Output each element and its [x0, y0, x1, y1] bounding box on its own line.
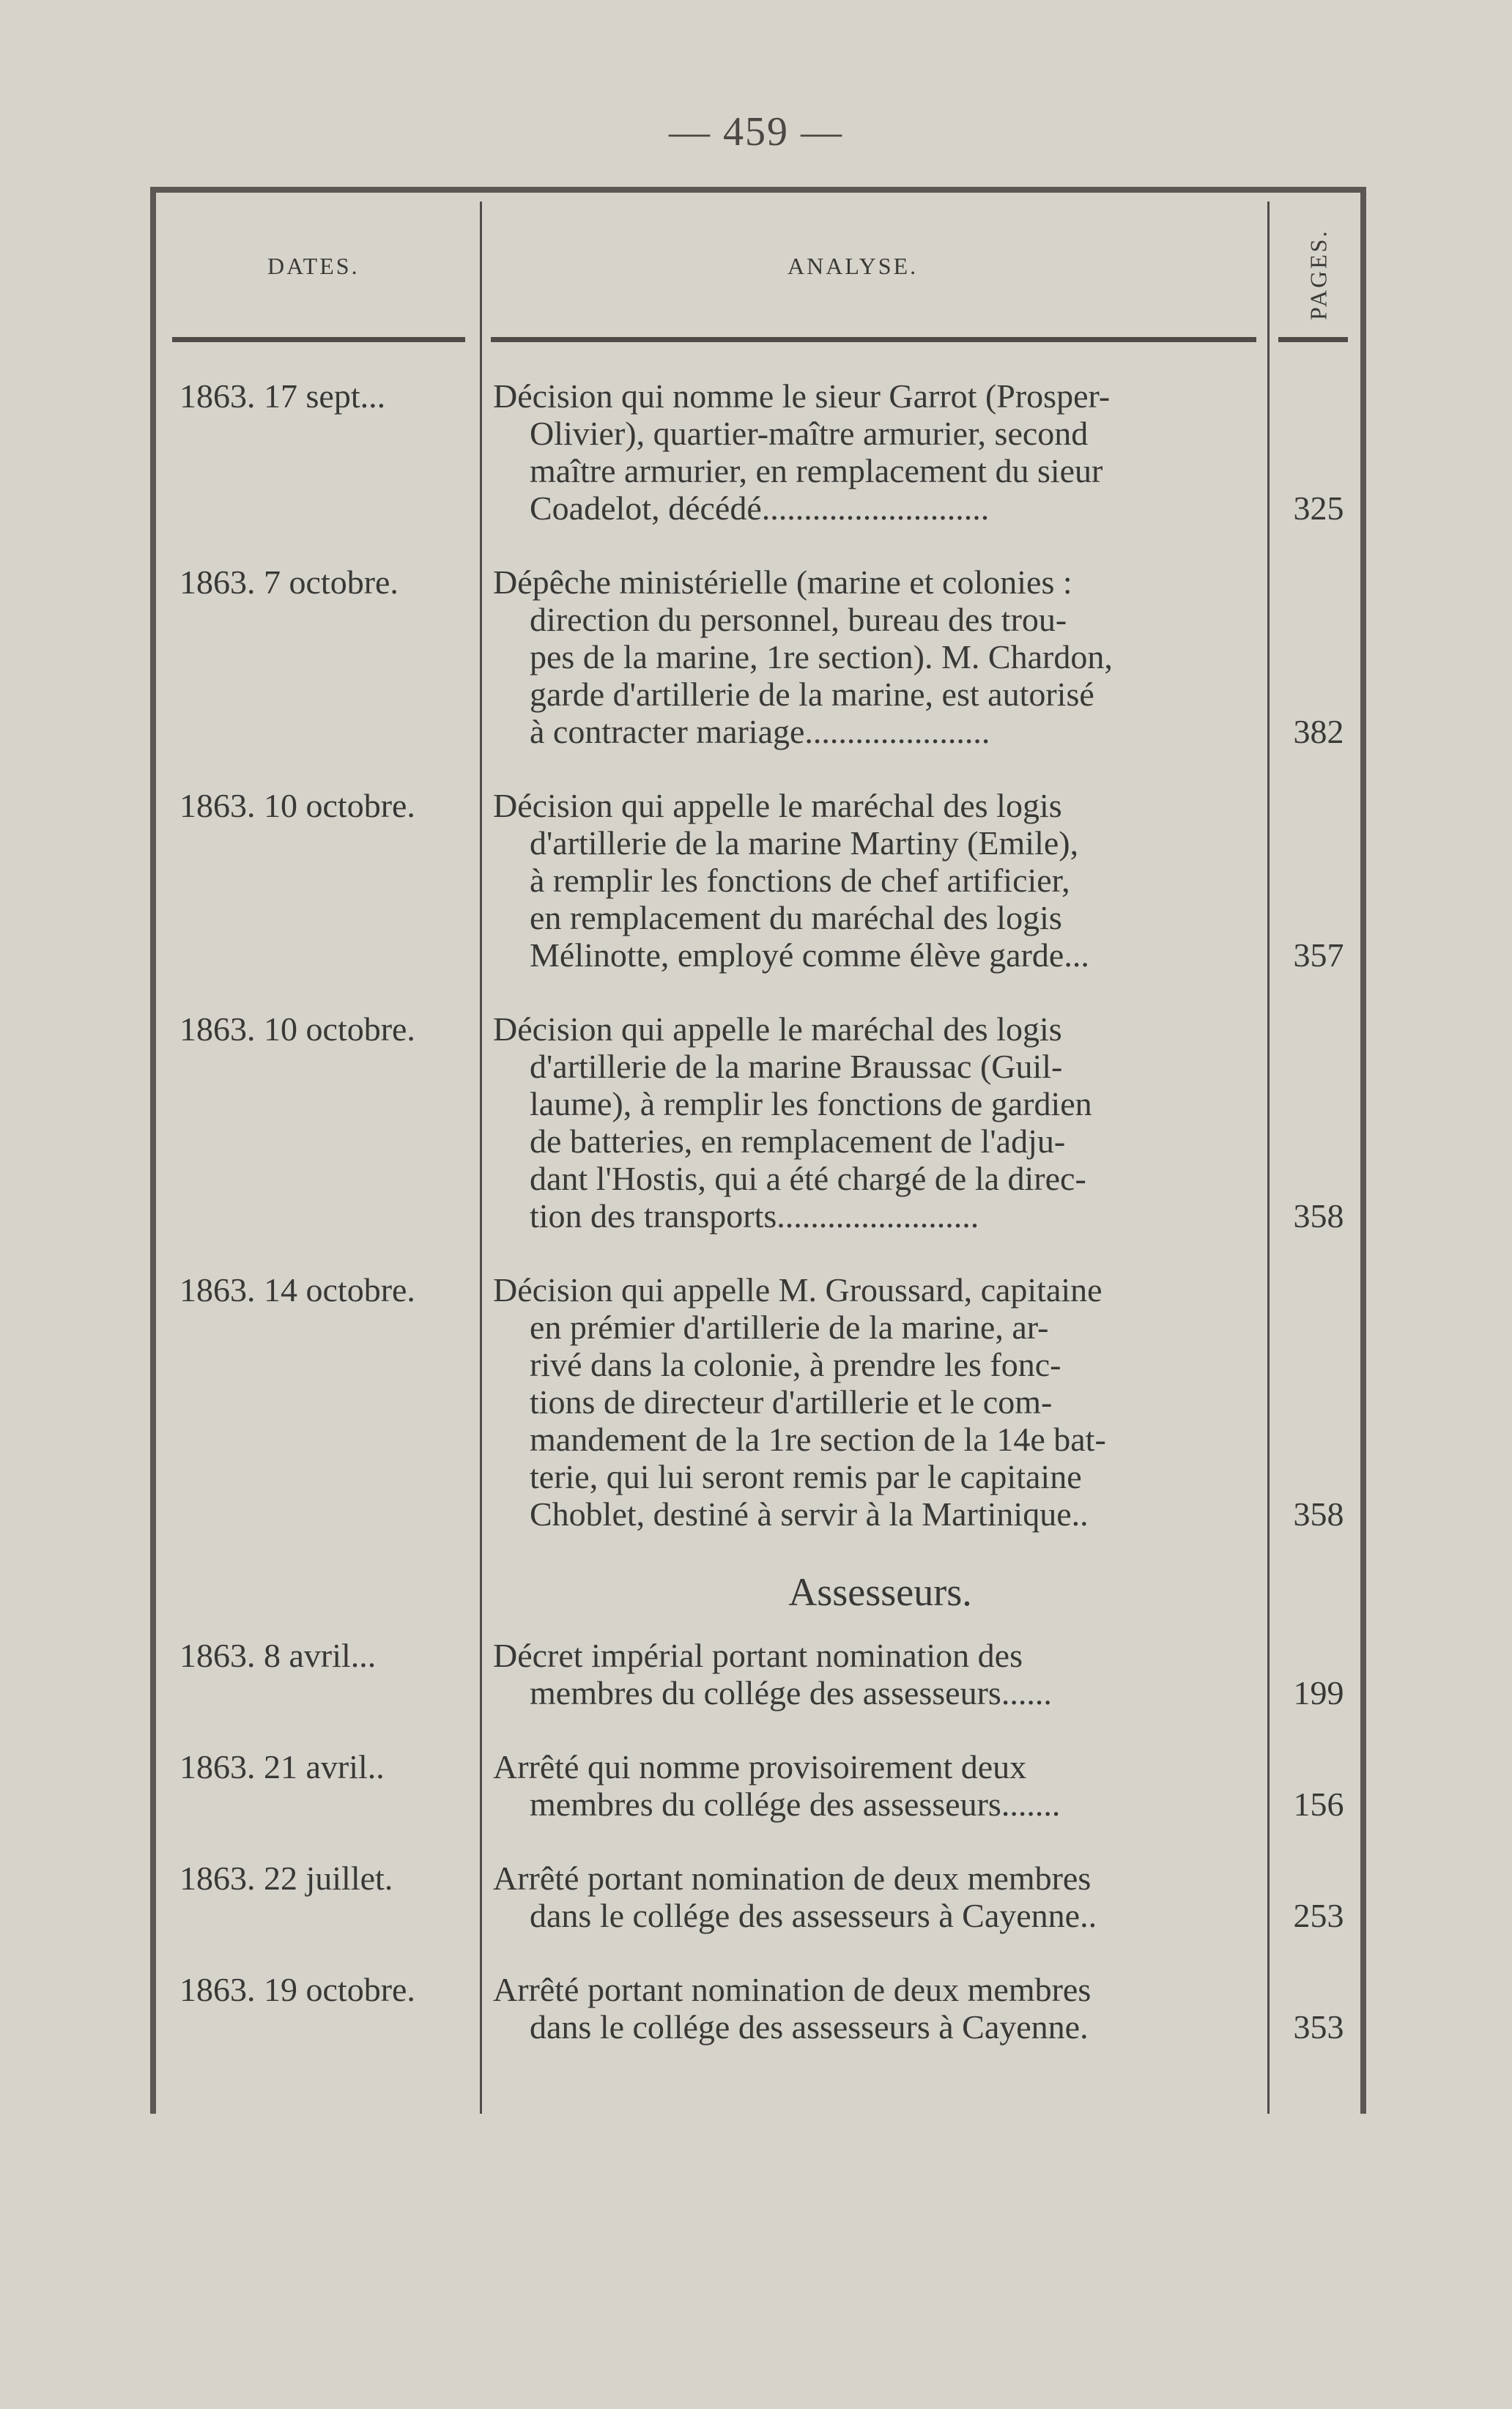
- table-row: [150, 787, 1366, 974]
- header-rule-pages: [1278, 337, 1348, 342]
- analysis-line: Arrêté portant nomination de deux membres: [493, 1971, 1092, 2008]
- analysis-line: mandement de la 1re section de la 14e bat-: [530, 1421, 1106, 1458]
- analysis-line: Coadelot, décédé...........................: [530, 489, 990, 527]
- analysis-line: dans le collége des assesseurs à Cayenne.: [530, 2008, 1089, 2046]
- section-title: Assesseurs.: [788, 1570, 972, 1614]
- entries-list: [150, 377, 1366, 2082]
- entry-date: 1863. 19 octobre.: [179, 1971, 415, 2008]
- table-row: [150, 563, 1366, 750]
- analysis-line: dant l'Hostis, qui a été chargé de la direc-: [530, 1160, 1086, 1197]
- entry-date: 1863. 21 avril..: [179, 1748, 385, 1786]
- analysis-line: garde d'artillerie de la marine, est autorisé: [530, 676, 1094, 713]
- analysis-line: membres du collége des assesseurs......: [530, 1674, 1052, 1712]
- entry-date: 1863. 17 sept...: [179, 377, 386, 415]
- table-row: [150, 1637, 1366, 1712]
- entry-analysis: [493, 377, 1262, 527]
- entry-page: 382: [1293, 713, 1344, 750]
- page-number: — 459 —: [669, 109, 843, 155]
- entry-date: 1863. 14 octobre.: [179, 1271, 415, 1309]
- entry-page: 253: [1293, 1897, 1344, 1934]
- analysis-line: d'artillerie de la marine Braussac (Guil-: [530, 1048, 1063, 1085]
- entry-analysis: [493, 1010, 1262, 1235]
- analysis-line: Décision qui appelle M. Groussard, capitaine: [493, 1271, 1102, 1309]
- table-row: [150, 1860, 1366, 1934]
- entry-analysis: [493, 563, 1262, 750]
- analysis-line: direction du personnel, bureau des trou-: [530, 601, 1067, 638]
- table-row: [150, 1010, 1366, 1235]
- entry-page: 353: [1293, 2008, 1344, 2046]
- entry-page: 199: [1293, 1674, 1344, 1712]
- header-analyse: ANALYSE.: [788, 253, 919, 279]
- entry-date: 1863. 10 octobre.: [179, 1010, 415, 1048]
- analysis-line: Décision qui appelle le maréchal des logis: [493, 787, 1062, 824]
- analysis-line: de batteries, en remplacement de l'adju-: [530, 1122, 1066, 1160]
- analysis-line: en prémier d'artillerie de la marine, ar-: [530, 1309, 1049, 1346]
- entry-analysis: [493, 1860, 1262, 1934]
- analysis-line: Choblet, destiné à servir à la Martinique..: [530, 1495, 1089, 1533]
- entry-analysis: [493, 1637, 1262, 1712]
- entry-analysis: [493, 1271, 1262, 1533]
- entry-page: 156: [1293, 1786, 1344, 1823]
- table-top-border: [150, 187, 1366, 193]
- analysis-line: Dépêche ministérielle (marine et colonies :: [493, 563, 1072, 601]
- header-dates: DATES.: [267, 253, 360, 279]
- entry-analysis: [493, 1748, 1262, 1823]
- analysis-line: Décret impérial portant nomination des: [493, 1637, 1023, 1674]
- table-row: [150, 1271, 1366, 1533]
- analysis-line: rivé dans la colonie, à prendre les fonc-: [530, 1346, 1061, 1383]
- analysis-line: en remplacement du maréchal des logis: [530, 899, 1062, 936]
- entry-page: 358: [1293, 1197, 1344, 1235]
- table-row: [150, 1971, 1366, 2046]
- analysis-line: Arrêté portant nomination de deux membres: [493, 1860, 1092, 1897]
- analysis-line: d'artillerie de la marine Martiny (Emile),: [530, 824, 1079, 862]
- analysis-line: terie, qui lui seront remis par le capitaine: [530, 1458, 1082, 1495]
- index-table: [150, 187, 1366, 2114]
- table-row: [150, 1748, 1366, 1823]
- entry-analysis: [493, 787, 1262, 974]
- entry-date: 1863. 10 octobre.: [179, 787, 415, 824]
- analysis-line: dans le collége des assesseurs à Cayenne..: [530, 1897, 1097, 1934]
- header-rule-analyse: [491, 337, 1256, 342]
- analysis-line: maître armurier, en remplacement du sieur: [530, 452, 1103, 489]
- analysis-line: Décision qui appelle le maréchal des logis: [493, 1010, 1062, 1048]
- analysis-line: membres du collége des assesseurs.......: [530, 1786, 1061, 1823]
- header-pages: PAGES.: [1305, 229, 1332, 321]
- analysis-line: tions de directeur d'artillerie et le com-: [530, 1383, 1053, 1421]
- header-rule-dates: [172, 337, 465, 342]
- analysis-line: pes de la marine, 1re section). M. Chardon,: [530, 638, 1113, 676]
- entry-analysis: [493, 1971, 1262, 2046]
- analysis-line: à remplir les fonctions de chef artificier,: [530, 862, 1070, 899]
- analysis-line: à contracter mariage......................: [530, 713, 990, 750]
- analysis-line: laume), à remplir les fonctions de gardien: [530, 1085, 1092, 1122]
- entry-page: 357: [1293, 936, 1344, 974]
- analysis-line: tion des transports........................: [530, 1197, 979, 1235]
- analysis-line: Olivier), quartier-maître armurier, second: [530, 415, 1089, 452]
- analysis-line: Arrêté qui nomme provisoirement deux: [493, 1748, 1027, 1786]
- entry-date: 1863. 22 juillet.: [179, 1860, 393, 1897]
- table-row: [150, 377, 1366, 527]
- entry-page: 358: [1293, 1495, 1344, 1533]
- entry-date: 1863. 7 octobre.: [179, 563, 399, 601]
- entry-date: 1863. 8 avril...: [179, 1637, 377, 1674]
- analysis-line: Mélinotte, employé comme élève garde...: [530, 936, 1089, 974]
- entry-page: 325: [1293, 489, 1344, 527]
- analysis-line: Décision qui nomme le sieur Garrot (Prosper-: [493, 377, 1111, 415]
